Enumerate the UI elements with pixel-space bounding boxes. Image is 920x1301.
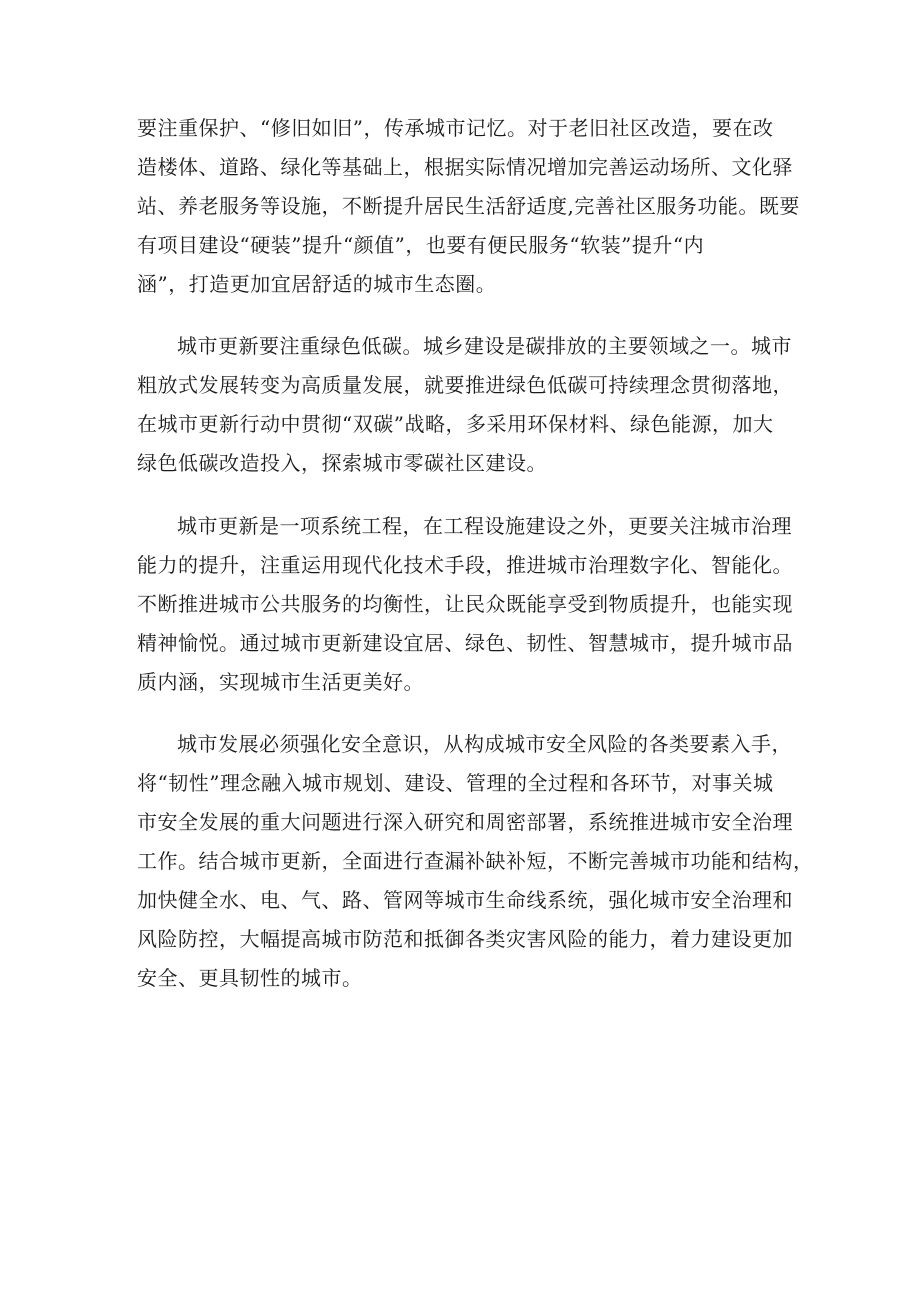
text-line: 绿色低碳改造投入，探索城市零碳社区建设。 — [137, 451, 547, 476]
text-line: 粗放式发展转变为高质量发展，就要推进绿色低碳可持续理念贯彻落地， — [137, 373, 793, 398]
text-line: 质内涵，实现城市生活更美好。 — [137, 669, 424, 694]
paragraph-1 — [137, 109, 800, 303]
text-line: 有项目建设“硬装”提升“颜值”，也要有便民服务“软装”提升“内 — [137, 232, 705, 257]
text-line: 涵”，打造更加宜居舒适的城市生态圈。 — [137, 271, 497, 296]
text-line: 安全、更具韧性的城市。 — [137, 965, 363, 990]
text-line: 加快健全水、电、气、路、管网等城市生命线系统，强化城市安全治理和 — [137, 888, 793, 913]
paragraph-2 — [137, 327, 797, 483]
text-line: 城市更新是一项系统工程，在工程设施建设之外，更要关注城市治理 — [177, 514, 792, 539]
text-line: 精神愉悦。通过城市更新建设宜居、绿色、韧性、智慧城市，提升城市品 — [137, 630, 793, 655]
text-line: 市安全发展的重大问题进行深入研究和周密部署，系统推进城市安全治理 — [137, 810, 793, 835]
text-line: 能力的提升，注重运用现代化技术手段，推进城市治理数字化、智能化。 — [137, 552, 793, 577]
text-line: 风险防控，大幅提高城市防范和抵御各类灾害风险的能力，着力建设更加 — [137, 926, 793, 951]
text-line: 城市更新要注重绿色低碳。城乡建设是碳排放的主要领域之一。城市 — [177, 334, 792, 359]
text-line: 要注重保护、“修旧如旧”，传承城市记忆。对于老旧社区改造，要在改 — [137, 116, 774, 140]
paragraph-3 — [137, 507, 797, 701]
paragraph-4 — [137, 725, 814, 997]
text-line: 在城市更新行动中贯彻“双碳”战略，多采用环保材料、绿色能源，加大 — [137, 412, 774, 437]
text-line: 造楼体、道路、绿化等基础上，根据实际情况增加完善运动场所、文化驿 — [137, 154, 793, 179]
text-line: 城市发展必须强化安全意识，从构成城市安全风险的各类要素入手， — [177, 732, 792, 757]
article-body — [137, 109, 814, 1022]
text-line: 将“韧性”理念融入城市规划、建设、管理的全过程和各环节，对事关城 — [137, 771, 774, 796]
text-line: 工作。结合城市更新，全面进行查漏补缺补短，不断完善城市功能和结构， — [137, 849, 814, 874]
text-line: 站、养老服务等设施，不断提升居民生活舒适度,完善社区服务功能。既要 — [137, 193, 800, 218]
text-line: 不断推进城市公共服务的均衡性，让民众既能享受到物质提升，也能实现 — [137, 591, 793, 616]
